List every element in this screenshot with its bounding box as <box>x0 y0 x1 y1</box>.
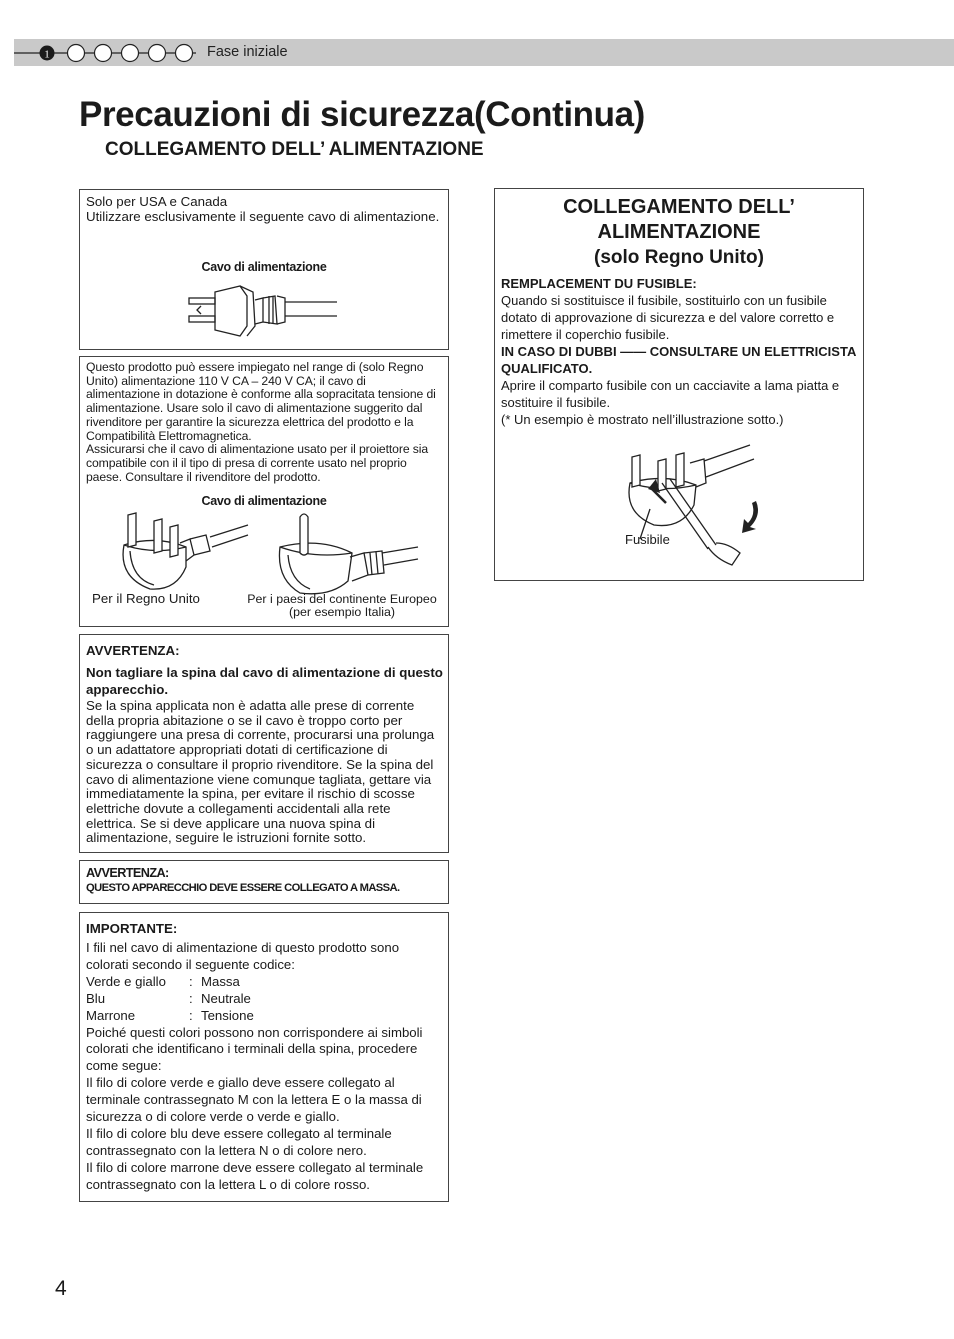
important-p1: Poiché questi colori possono non corrispondere ai simboli colorati che identificano i terminali della spina, procedere come segue: <box>86 1024 423 1074</box>
usa-cable-caption: Cavo di alimentazione <box>201 260 327 274</box>
eu-label-2: (per esempio Italia) <box>288 605 396 619</box>
section-label: Fase iniziale <box>207 44 288 60</box>
fuse-text-1: Quando si sostituisce il fusibile, sostituirlo con un fusibile dotato di approvazione di sicurezza e del valore corretto e rimettere il coperchio fusibile. <box>501 293 835 342</box>
wire-meaning: Neutrale <box>201 990 251 1006</box>
important-p3: Il filo di colore blu deve essere collegato al terminale contrassegnato con la lettera N o di colore nero. <box>86 1125 392 1158</box>
usa-canada-box <box>79 189 449 350</box>
wire-code-row <box>86 1008 442 1025</box>
warning1-text: Se la spina applicata non è adatta alle prese di corrente della propria abitazione o se il cavo è troppo corto per raggiungere una presa di corrente, procurarsi una prolunga o un adattatore appropriati dotati di certificazione di sicurezza o consultare il proprio rivenditore. Se la spina del cavo di alimentazione viene comunque tagliata, gettare via immediatamente la spina, per evitare il rischio di scosse elettriche dovute a collegamenti accidentali alla rete elettrica. Se si deve applicare una nuova spina di alimentazione, seguire le istruzioni fornite sotto. <box>86 698 435 846</box>
doubt-heading: IN CASO DI DUBBI —— CONSULTARE UN ELETTRICISTA QUALIFICATO. <box>501 344 856 376</box>
uk-cable-caption: Cavo di alimentazione <box>201 494 327 508</box>
uk-text1: Questo prodotto può essere impiegato nel range di (solo Regno Unito) alimentazione 110 V CA – 240 V CA; il cavo di alimentazione in dotazione è conforme alla sopracitata tensione di alimentazione. Usare solo il cavo di alimentazione suggerito dal rivenditore per garantire la sicurezza elettrica del prodotto e la Compatibilità Elettromagnetica. <box>86 360 436 443</box>
important-p4: Il filo di colore marrone deve essere collegato al terminale contrassegnato con la lettera L o di colore rosso. <box>86 1159 424 1192</box>
important-heading: IMPORTANTE: <box>86 921 178 936</box>
wire-color: Verde e giallo <box>86 973 166 989</box>
fuse-text-2: Aprire il comparto fusibile con un cacciavite a lama piatta e sostituire il fusibile. <box>501 378 840 410</box>
important-intro: I fili nel cavo di alimentazione di questo prodotto sono colorati secondo il seguente codice: <box>86 940 400 972</box>
fuse-text-3: (* Un esempio è mostrato nell’illustrazione sotto.) <box>501 412 784 427</box>
uk-connection-box <box>494 188 864 581</box>
wire-meaning: Massa <box>201 973 240 989</box>
fuse-heading: REMPLACEMENT DU FUSIBLE: <box>501 276 697 291</box>
uk-text2: Assicurarsi che il cavo di alimentazione usato per il proiettore sia compatibile con il il tipo di presa di corrente usato nel proprio paese. Consultare il rivenditore del prodotto. <box>86 442 429 484</box>
warning1-heading: AVVERTENZA: <box>86 643 180 658</box>
warning-box-1 <box>79 634 449 853</box>
uk-plug-icon <box>110 507 250 592</box>
uk-eu-box <box>79 356 449 627</box>
uk-label: Per il Regno Unito <box>92 591 200 606</box>
wire-sep: : <box>189 990 193 1006</box>
wire-code-row <box>86 991 442 1008</box>
us-plug-icon <box>185 282 345 342</box>
fuse-label: Fusibile <box>625 532 670 547</box>
page-subtitle: COLLEGAMENTO DELL’ ALIMENTAZIONE <box>105 139 484 160</box>
step-indicator <box>14 43 196 63</box>
wire-code-row <box>86 974 442 991</box>
warning-box-2 <box>79 860 449 904</box>
usa-line1: Solo per USA e Canada <box>86 194 228 209</box>
eu-label-1: Per i paesi del continente Europeo <box>247 592 437 606</box>
uk-box-title-1: COLLEGAMENTO DELL’ <box>563 196 795 218</box>
wire-sep: : <box>189 973 193 989</box>
warning2-text: QUESTO APPARECCHIO DEVE ESSERE COLLEGATO A MASSA. <box>86 882 400 894</box>
important-p2: Il filo di colore verde e giallo deve essere collegato al terminale contrassegnato M con la lettera E o la massa di sicurezza o di colore verde o verde e giallo. <box>86 1075 422 1125</box>
page-title: Precauzioni di sicurezza(Continua) <box>79 95 645 134</box>
fuse-replacement-illustration <box>620 439 765 569</box>
important-box <box>79 912 449 1202</box>
usa-line2: Utilizzare esclusivamente il seguente cavo di alimentazione. <box>86 209 440 224</box>
uk-box-title-3: (solo Regno Unito) <box>594 247 764 268</box>
warning2-heading: AVVERTENZA: <box>86 866 169 880</box>
page-number: 4 <box>55 1277 67 1300</box>
eu-plug-icon <box>270 507 420 597</box>
uk-box-title-2: ALIMENTAZIONE <box>597 221 761 243</box>
wire-color: Marrone <box>86 1007 136 1023</box>
svg-text:1: 1 <box>44 48 50 61</box>
warning1-bold: Non tagliare la spina dal cavo di alimentazione di questo apparecchio. <box>86 665 443 697</box>
wire-sep: : <box>189 1007 193 1023</box>
wire-color: Blu <box>86 990 106 1006</box>
wire-meaning: Tensione <box>201 1007 254 1023</box>
